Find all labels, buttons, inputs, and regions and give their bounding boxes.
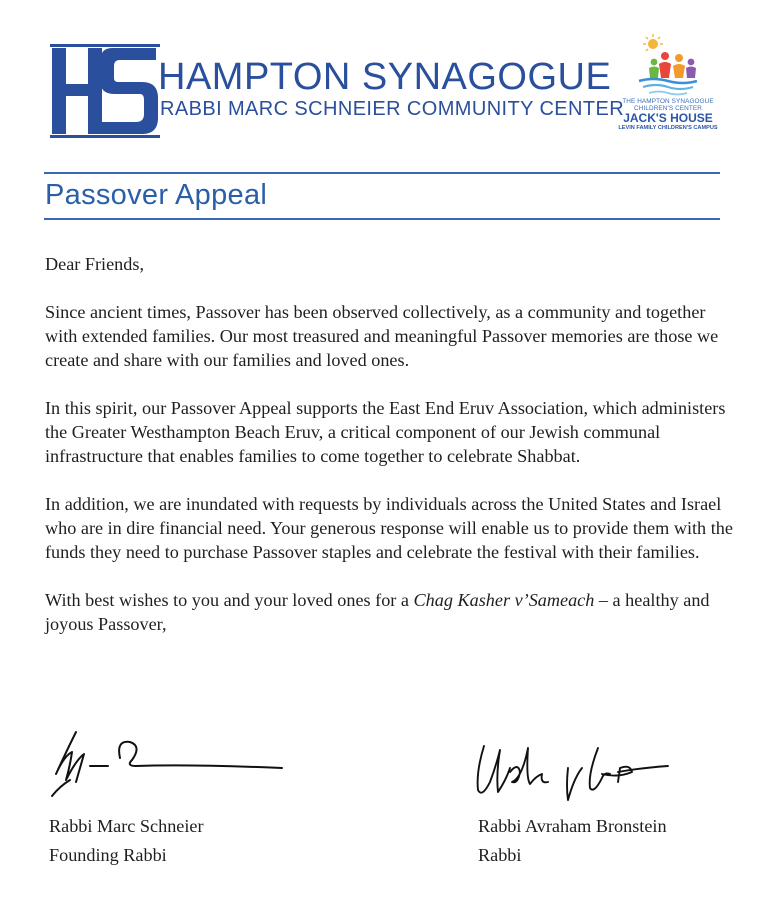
paragraph-3: In addition, we are inundated with requests by individuals across the United States and Israel who are in dire financial need. Your generous response will enable us to provide them with the funds they need to purchase Passover staples and celebrate the festival with their families. bbox=[45, 494, 733, 562]
jacks-house-name: JACK'S HOUSE bbox=[623, 111, 713, 125]
jacks-house-line2: CHILDREN'S CENTER bbox=[634, 105, 702, 112]
jacks-house-campus: LEVIN FAMILY CHILDREN'S CAMPUS bbox=[618, 125, 718, 131]
salutation: Dear Friends, bbox=[45, 254, 144, 274]
children-sun-icon bbox=[631, 34, 705, 98]
paragraph-1: Since ancient times, Passover has been observed collectively, as a community and together with extended families. Our most treasured and meaningful Passover memories are those we create and share with our families and loved ones. bbox=[45, 302, 719, 370]
signatory-2 bbox=[478, 812, 667, 870]
signatory-1 bbox=[49, 812, 204, 870]
closing-text-2: – a healthy and joyous Passover, bbox=[45, 590, 710, 634]
signatory-1-name: Rabbi Marc Schneier bbox=[49, 816, 204, 836]
closing bbox=[45, 588, 735, 636]
signature-marc-schneier bbox=[46, 722, 286, 802]
paragraph-2: In this spirit, our Passover Appeal supports the East End Eruv Association, which administers the Greater Westhampton Beach Eruv, a critical component of our Jewish communal infrastructure that enables families to come together to celebrate Shabbat. bbox=[45, 398, 726, 466]
title-rule-bottom bbox=[44, 218, 720, 220]
letter-body bbox=[45, 252, 735, 660]
signatory-2-role: Rabbi bbox=[478, 845, 522, 865]
hs-monogram-icon bbox=[50, 40, 160, 140]
org-subtitle: RABBI MARC SCHNEIER COMMUNITY CENTER bbox=[160, 98, 625, 120]
closing-text-1: With best wishes to you and your loved ones for a bbox=[45, 590, 414, 610]
signatory-1-role: Founding Rabbi bbox=[49, 845, 167, 865]
page-title: Passover Appeal bbox=[45, 179, 268, 211]
closing-blessing: Chag Kasher v’Sameach bbox=[413, 590, 595, 610]
jacks-house-logo bbox=[612, 34, 724, 146]
org-name: HAMPTON SYNAGOGUE bbox=[158, 56, 612, 98]
signatory-2-name: Rabbi Avraham Bronstein bbox=[478, 816, 667, 836]
jacks-house-line1: THE HAMPTON SYNAGOGUE bbox=[622, 98, 714, 105]
title-rule-top bbox=[44, 172, 720, 174]
signature-avraham-bronstein bbox=[470, 738, 670, 804]
